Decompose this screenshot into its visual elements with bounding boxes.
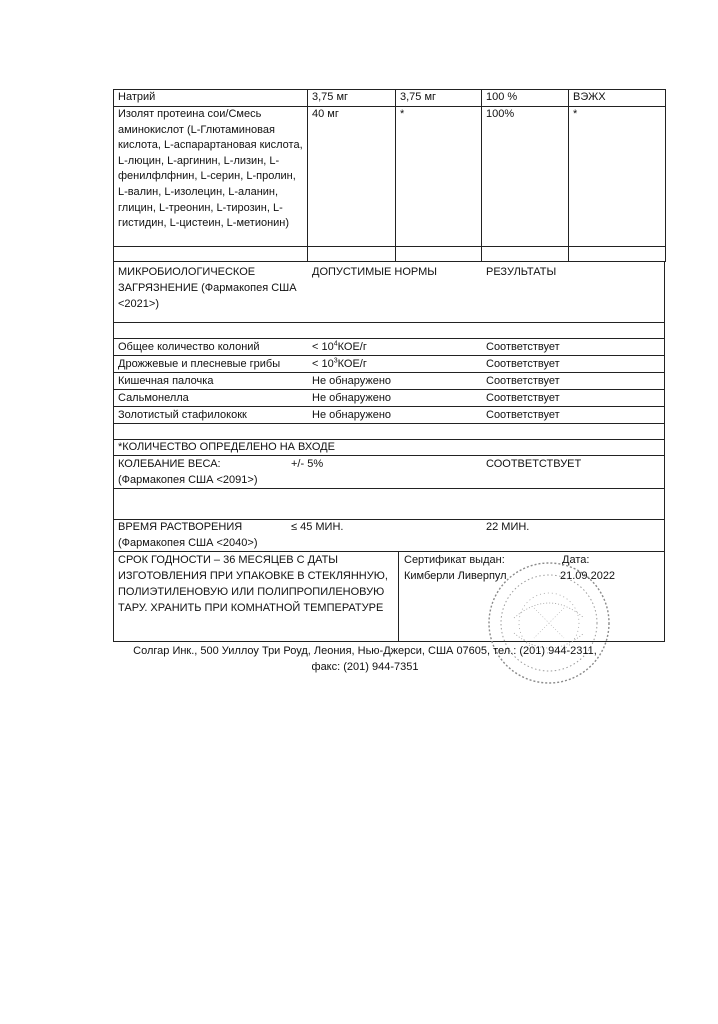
- certificate-date: 21.09.2022: [560, 570, 616, 582]
- spacer-row: [113, 323, 665, 339]
- certificate-issued-by: Кимберли Ливерпул: [404, 570, 507, 582]
- micro-test-result: Соответствует: [486, 375, 560, 387]
- micro-test-result: Соответствует: [486, 358, 560, 370]
- list-item: [114, 355, 664, 372]
- list-item: [114, 339, 664, 355]
- dissolution-block: [113, 520, 665, 552]
- dissolution-norm: ≤ 45 МИН.: [291, 521, 344, 533]
- micro-col-norms: ДОПУСТИМЫЕ НОРМЫ: [312, 266, 438, 278]
- micro-test-norm: Не обнаружено: [312, 409, 392, 421]
- ingredient-amount: 40 мг: [308, 107, 396, 247]
- weight-result: СООТВЕТСТВУЕТ: [486, 458, 582, 470]
- micro-test-norm: Не обнаружено: [312, 392, 392, 404]
- ingredient-method: ВЭЖХ: [569, 90, 666, 107]
- input-note-row: [113, 440, 665, 456]
- shelf-life-line: ИЗГОТОВЛЕНИЯ ПРИ УПАКОВКЕ В СТЕКЛЯННУЮ,: [118, 570, 388, 582]
- micro-test-name: Золотистый стафилококк: [118, 409, 247, 421]
- spacer-row: [113, 489, 665, 520]
- shelf-life-line: СРОК ГОДНОСТИ – 36 МЕСЯЦЕВ С ДАТЫ: [118, 554, 339, 566]
- micro-test-result: Соответствует: [486, 409, 560, 421]
- micro-heading-block: [113, 262, 665, 323]
- certificate-issued-label: Сертификат выдан:: [404, 554, 505, 566]
- ingredient-amount-actual: 3,75 мг: [396, 90, 482, 107]
- weight-variation-block: [113, 456, 665, 489]
- micro-test-result: Соответствует: [486, 341, 560, 353]
- ingredient-amount: 3,75 мг: [308, 90, 396, 107]
- dissolution-ref: (Фармакопея США <2040>): [118, 537, 258, 549]
- company-footer: [100, 643, 630, 675]
- micro-test-name: Общее количество колоний: [118, 341, 260, 353]
- micro-test-name: Дрожжевые и плесневые грибы: [118, 358, 281, 370]
- certificate-date-label: Дата:: [562, 554, 590, 566]
- shelf-life-line: ПОЛИЭТИЛЕНОВУЮ ИЛИ ПОЛИПРОПИЛЕНОВУЮ: [118, 586, 385, 598]
- micro-results-list: [113, 339, 665, 424]
- list-item: [114, 389, 664, 406]
- ingredient-percent: 100 %: [482, 90, 569, 107]
- ingredient-method: *: [569, 107, 666, 247]
- table-row-empty: [114, 247, 666, 262]
- list-item: [114, 406, 664, 423]
- micro-col-results: РЕЗУЛЬТАТЫ: [486, 266, 557, 278]
- ingredients-table: [113, 89, 666, 262]
- ingredient-amount-actual: *: [396, 107, 482, 247]
- micro-test-result: Соответствует: [486, 392, 560, 404]
- dissolution-result: 22 МИН.: [486, 521, 530, 533]
- footer-fax: факс: (201) 944-7351: [311, 661, 419, 673]
- table-row: [114, 90, 666, 107]
- micro-test-norm: Не обнаружено: [312, 375, 392, 387]
- micro-test-norm: < $10^3КОЕ/г$: [312, 357, 367, 370]
- micro-test-name: Сальмонелла: [118, 392, 189, 404]
- shelf-life-line: ТАРУ. ХРАНИТЬ ПРИ КОМНАТНОЙ ТЕМПЕРАТУРЕ: [118, 602, 384, 614]
- ingredient-name: Натрий: [114, 90, 308, 107]
- weight-ref: (Фармакопея США <2091>): [118, 474, 258, 486]
- spacer-row: [113, 424, 665, 440]
- micro-test-norm: < $10^4КОЕ/г$: [312, 340, 367, 353]
- weight-label: КОЛЕБАНИЕ ВЕСА:: [118, 458, 221, 470]
- table-row: [114, 107, 666, 247]
- shelf-divider: [398, 552, 399, 641]
- weight-norm: +/- 5%: [291, 458, 324, 470]
- dissolution-label: ВРЕМЯ РАСТВОРЕНИЯ: [118, 521, 243, 533]
- ingredient-name: Изолят протеина сои/Смесь аминокислот (L-Глютаминовая кислота, L-аспарартановая кислота, L-люцин, L-аргинин, L-лизин, L-фенилфлфнин, L-серин, L-пролин, L-валин, L-изолецин, L-аланин, глицин, L-треонин, L-тирозин, L-гистидин, L-цистеин, L-метионин): [114, 107, 308, 247]
- footer-address: Солгар Инк., 500 Уиллоу Три Роуд, Леония, Нью-Джерси, США 07605, тел.: (201) 944-2311,: [133, 645, 597, 657]
- input-note: *КОЛИЧЕСТВО ОПРЕДЕЛЕНО НА ВХОДЕ: [118, 441, 335, 453]
- micro-test-name: Кишечная палочка: [118, 375, 214, 387]
- micro-heading-line2: ЗАГРЯЗНЕНИЕ (Фармакопея США: [118, 282, 297, 294]
- micro-heading-line3: <2021>): [118, 298, 159, 310]
- ingredient-percent: 100%: [482, 107, 569, 247]
- micro-heading-line1: МИКРОБИОЛОГИЧЕСКОЕ: [118, 266, 256, 278]
- list-item: [114, 372, 664, 389]
